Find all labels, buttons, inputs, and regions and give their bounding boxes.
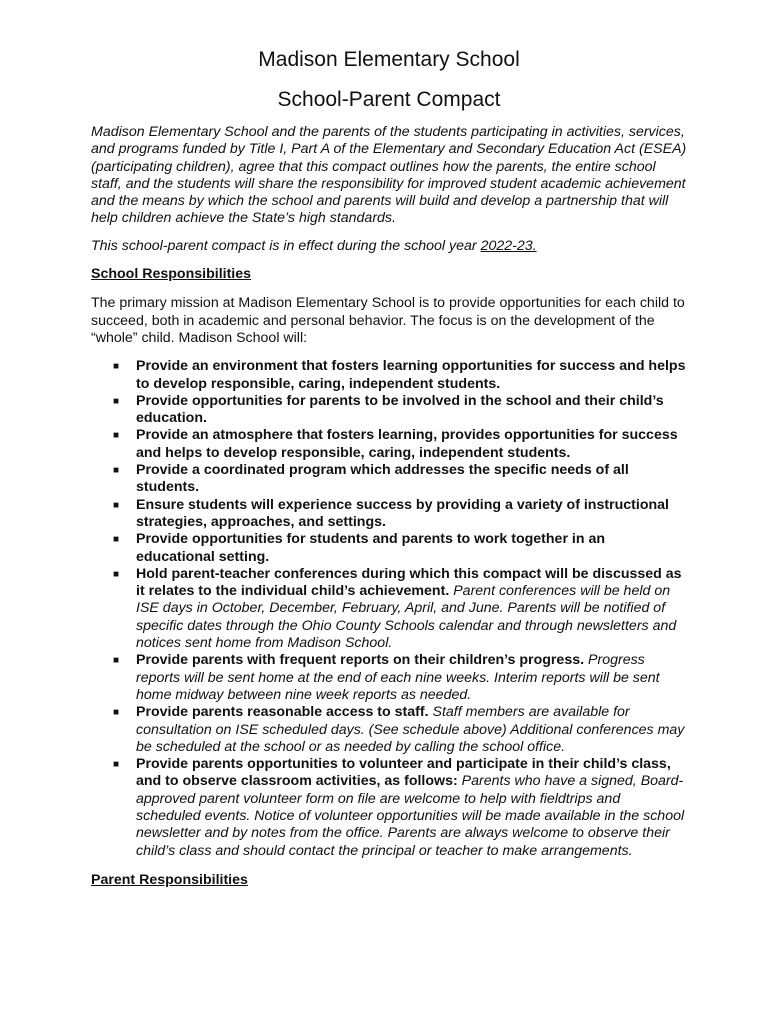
responsibility-text: Provide opportunities for parents to be involved in the school and their child’s education. [136, 392, 664, 427]
responsibility-text: Provide an environment that fosters learning opportunities for success and helps to develop responsible, caring, independent students. [136, 358, 686, 392]
effect-statement [91, 238, 687, 255]
responsibility-detail: Progress reports will be sent home at the end of each nine weeks. Interim reports will be sent home midway between nine week reports as needed. [136, 652, 660, 703]
list-item [91, 497, 687, 532]
school-responsibilities-heading: School Responsibilities [91, 266, 252, 283]
list-item [91, 358, 687, 393]
square-bullet-icon: ■ [113, 568, 120, 580]
school-name-title: Madison Elementary School [258, 48, 520, 71]
list-item [91, 652, 687, 704]
responsibility-text: Provide opportunities for students and parents to work together in an educational setting. [136, 531, 606, 565]
list-item [91, 704, 687, 756]
square-bullet-icon: ■ [113, 430, 120, 442]
parent-responsibilities-heading: Parent Responsibilities [91, 871, 248, 888]
square-bullet-icon: ■ [113, 759, 120, 771]
school-responsibilities-list [91, 358, 687, 860]
responsibility-detail: Staff members are available for consultation on ISE scheduled days. (See schedule above) Additional conferences may be scheduled at the school or as needed by calling the school office. [136, 704, 685, 755]
compact-title: School-Parent Compact [277, 88, 501, 111]
document-content [91, 46, 687, 889]
responsibility-text: Provide parents reasonable access to staff. [136, 704, 429, 721]
list-item [91, 756, 687, 860]
square-bullet-icon: ■ [113, 361, 120, 373]
responsibility-text: Hold parent-teacher conferences during which this compact will be discussed as it relates to the individual child’s achievement. [136, 565, 682, 600]
responsibility-detail: Parents who have a signed, Board-approved parent volunteer form on file are welcome to help with fieldtrips and scheduled events. Notice of volunteer opportunities will be made available in the school newsletter and by notes from the office. Parents are always welcome to observe their child’s class and should contact the principal or teacher to make arrangements. [136, 773, 685, 859]
mission-paragraph: The primary mission at Madison Elementary School is to provide opportunities for each child to succeed, both in academic and personal behavior. The focus is on the development of the “whole” child. Madison School will: [91, 295, 685, 346]
square-bullet-icon: ■ [113, 395, 120, 407]
effect-prefix: This school-parent compact is in effect during the school year [91, 237, 481, 254]
square-bullet-icon: ■ [113, 499, 120, 511]
responsibility-text: Provide parents opportunities to volunteer and participate in their child’s class, and to observe classroom activities, as follows: [136, 756, 671, 790]
responsibility-text: Provide a coordinated program which addresses the specific needs of all students. [136, 462, 629, 496]
school-year: 2022-23. [480, 237, 537, 254]
list-item [91, 462, 687, 497]
responsibility-text: Provide an atmosphere that fosters learning, provides opportunities for success and helps to develop responsible, caring, independent students. [136, 427, 678, 461]
square-bullet-icon: ■ [113, 465, 120, 477]
responsibility-text: Provide parents with frequent reports on their children’s progress. [136, 652, 585, 669]
intro-paragraph: Madison Elementary School and the parents of the students participating in activities, services, and programs funded by Title I, Part A of the Elementary and Secondary Education Act (ESEA) (participating children), agree that this compact outlines how the parents, the entire school staff, and the students will share the responsibility for improved student academic achievement and the means by which the school and parents will build and develop a partnership that will help children achieve the State’s high standards. [91, 124, 687, 227]
responsibility-text: Ensure students will experience success by providing a variety of instructional strategies, approaches, and settings. [136, 496, 669, 530]
list-item [91, 427, 687, 462]
square-bullet-icon: ■ [113, 655, 120, 667]
responsibility-detail: Parent conferences will be held on ISE days in October, December, February, April, and June. Parents will be notified of specific dates through the Ohio County Schools calendar and through newsletters and notices sent home from Madison School. [136, 583, 677, 652]
square-bullet-icon: ■ [113, 707, 120, 719]
square-bullet-icon: ■ [113, 534, 120, 546]
list-item [91, 393, 687, 428]
list-item [91, 531, 687, 566]
list-item [91, 566, 687, 652]
